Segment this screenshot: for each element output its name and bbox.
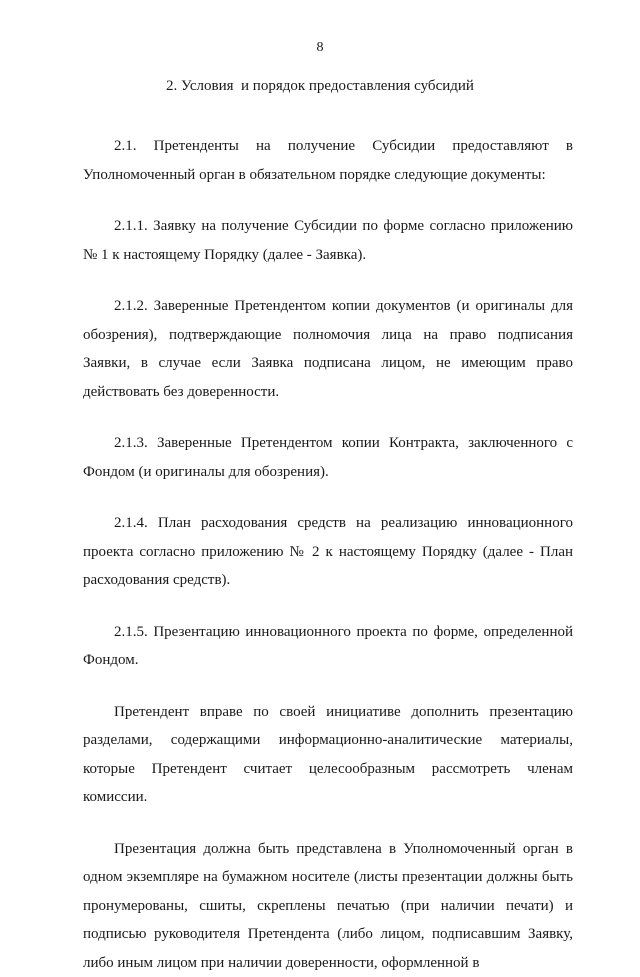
paragraph-2-1-4: 2.1.4. План расходования средств на реализацию инновационного проекта согласно приложению № 2 к настоящему Порядку (далее - План расходования средств). <box>83 509 573 595</box>
paragraph-2-1-1: 2.1.1. Заявку на получение Субсидии по форме согласно приложению № 1 к настоящему Порядку (далее - Заявка). <box>83 212 573 269</box>
paragraph-2-1-5: 2.1.5. Презентацию инновационного проекта по форме, определенной Фондом. <box>83 618 573 675</box>
paragraph-presentation-supplement: Претендент вправе по своей инициативе дополнить презентацию разделами, содержащими информационно-аналитические материалы, которые Претендент считает целесообразным рассмотреть членам комиссии. <box>83 698 573 812</box>
paragraph-2-1-2: 2.1.2. Заверенные Претендентом копии документов (и оригиналы для обозрения), подтверждающие полномочия лица на право подписания Заявки, в случае если Заявка подписана лицом, не имеющим право действовать без доверенности. <box>83 292 573 406</box>
paragraph-2-1: 2.1. Претенденты на получение Субсидии предоставляют в Уполномоченный орган в обязательном порядке следующие документы: <box>83 132 573 189</box>
section-title: 2. Условия и порядок предоставления субсидий <box>0 78 640 95</box>
document-body <box>83 132 573 977</box>
paragraph-presentation-requirements: Презентация должна быть представлена в Уполномоченный орган в одном экземпляре на бумажном носителе (листы презентации должны быть пронумерованы, сшиты, скреплены печатью (при наличии печати) и подписью руководителя Претендента (либо лицом, подписавшим Заявку, либо иным лицом при наличии доверенности, оформленной в <box>83 835 573 977</box>
page-number: 8 <box>0 40 640 56</box>
paragraph-2-1-3: 2.1.3. Заверенные Претендентом копии Контракта, заключенного с Фондом (и оригиналы для обозрения). <box>83 429 573 486</box>
